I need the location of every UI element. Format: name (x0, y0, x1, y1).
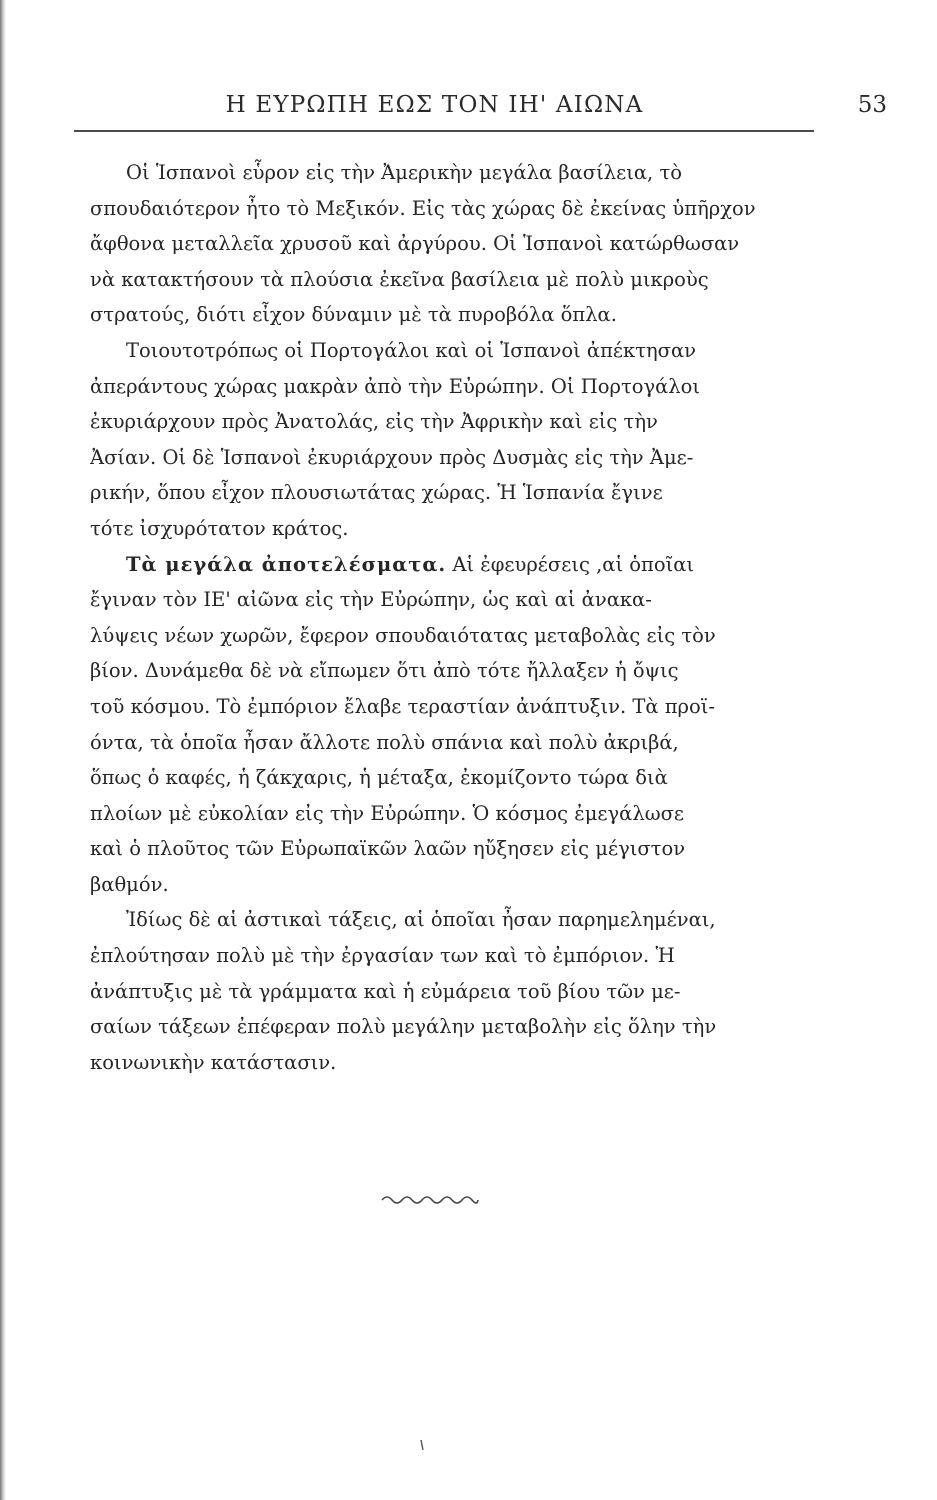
text-line: τότε ἰσχυρότατον κράτος. (90, 516, 349, 540)
text-line: Ἰδίως δὲ αἱ ἀστικαὶ τάξεις, αἱ ὁποῖαι ἦσαν παρημελημέναι, (126, 908, 716, 932)
text-line: Ἀσίαν. Οἱ δὲ Ἱσπανοὶ ἐκυριάρχουν πρὸς Δυσμὰς εἰς τὴν Ἀμε- (90, 445, 694, 469)
text-line: όντα, τὰ ὁποῖα ἦσαν ἄλλοτε πολὺ σπάνια καὶ πολὺ ἀκριβά, (90, 730, 679, 754)
section-heading: Τὰ μεγάλα ἀποτελέσματα. (126, 552, 447, 576)
text-line: σπουδαιότερον ἦτο τὸ Μεξικόν. Εἰς τὰς χώρας δὲ ἐκείνας ὑπῆρχον (90, 196, 756, 220)
text-line: καὶ ὁ πλοῦτος τῶν Εὐρωπαϊκῶν λαῶν ηὔξησεν εἰς μέγιστον (90, 837, 686, 861)
text-line: τοῦ κόσμου. Τὸ ἐμπόριον ἔλαβε τεραστίαν ἀνάπτυξιν. Τὰ προϊ- (90, 694, 715, 718)
text-line: ὅπως ὁ καφές, ἡ ζάκχαρις, ἡ μέταξα, ἐκομίζοντο τώρα διὰ (90, 766, 668, 790)
text-line: πλοίων μὲ εὐκολίαν εἰς τὴν Εὐρώπην. Ὁ κόσμος ἐμεγάλωσε (90, 801, 685, 825)
end-ornament-icon (380, 1190, 480, 1210)
text-line: ἐπλούτησαν πολὺ μὲ τὴν ἐργασίαν των καὶ τὸ ἐμπόριον. Ἡ (90, 944, 675, 968)
text-line: λύψεις νέων χωρῶν, ἔφερον σπουδαιότατας μεταβολὰς εἰς τὸν (90, 623, 716, 647)
text-line: ἔγιναν τὸν ΙΕ' αἰῶνα εἰς τὴν Εὐρώπην, ὡς καὶ αἱ ἀνακα- (90, 588, 652, 612)
section-heading-line (90, 547, 820, 583)
page-number: 53 (857, 92, 887, 118)
header-rule (74, 130, 814, 132)
text-line: βαθμόν. (90, 872, 169, 896)
text-line: νὰ κατακτήσουν τὰ πλούσια ἐκεῖνα βασίλεια μὲ πολὺ μικροὺς (90, 267, 709, 291)
text-line: Τοιουτοτρόπως οἱ Πορτογάλοι καὶ οἱ Ἱσπανοὶ ἀπέκτησαν (126, 338, 697, 362)
heading-line-rest: Αἱ ἐφευρέσεις ,αἱ ὁποῖαι (446, 552, 695, 576)
text-line: ἀνάπτυξις μὲ τὰ γράμματα καὶ ἡ εὐμάρεια τοῦ βίου τῶν με- (90, 979, 681, 1003)
text-line: ἐκυριάρχουν πρὸς Ἀνατολάς, εἰς τὴν Ἀφρικὴν καὶ εἰς τὴν (90, 410, 658, 434)
running-header (72, 92, 887, 132)
text-line: βίον. Δυνάμεθα δὲ νὰ εἴπωμεν ὅτι ἀπὸ τότε ἤλλαξεν ἡ ὄψις (90, 659, 679, 683)
text-line: ἀπεράντους χώρας μακρὰν ἀπὸ τὴν Εὐρώπην. Οἱ Πορτογάλοι (90, 374, 701, 398)
ink-speck (420, 1440, 424, 1450)
text-line: ρικήν, ὅπου εἶχον πλουσιωτάτας χώρας. Ἡ Ἱσπανία ἔγινε (90, 481, 663, 505)
body-text (90, 155, 820, 1080)
running-title: Η ΕΥΡΩΠΗ ΕΩΣ ΤΟΝ ΙΗ' ΑΙΩΝΑ (225, 92, 644, 118)
text-line: Οἱ Ἱσπανοὶ εὗρον εἰς τὴν Ἀμερικὴν μεγάλα βασίλεια, τὸ (126, 161, 682, 184)
text-line: ἄφθονα μεταλλεῖα χρυσοῦ καὶ ἀργύρου. Οἱ Ἱσπανοὶ κατώρθωσαν (90, 232, 740, 256)
text-line: κοινωνικὴν κατάστασιν. (90, 1050, 337, 1074)
text-line: σαίων τάξεων ἐπέφεραν πολὺ μεγάλην μεταβολὴν εἰς ὅλην τὴν (90, 1015, 717, 1039)
text-line: στρατούς, διότι εἶχον δύναμιν μὲ τὰ πυροβόλα ὅπλα. (90, 303, 617, 327)
page-binding-edge (0, 0, 6, 1500)
